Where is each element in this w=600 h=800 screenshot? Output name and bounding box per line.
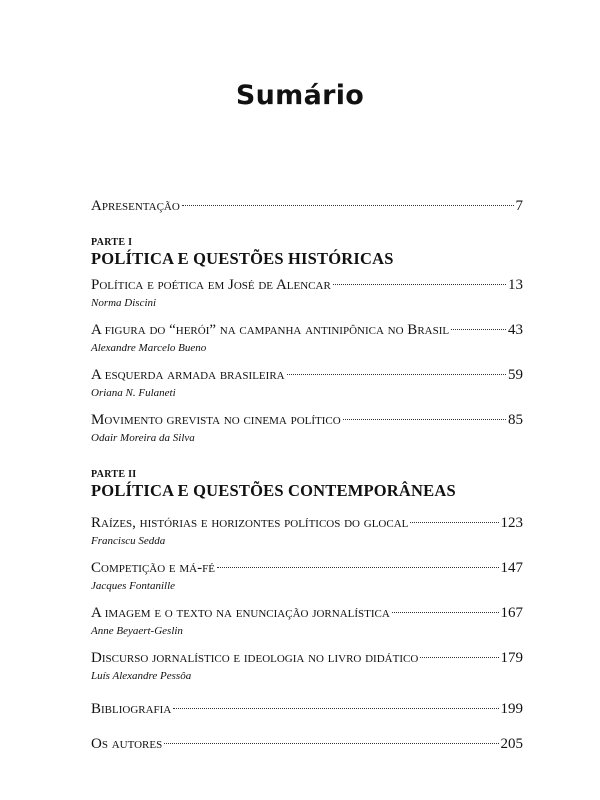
toc-page-number: 59	[508, 367, 523, 383]
toc-part-2	[91, 469, 523, 683]
leader-dots	[343, 419, 506, 420]
toc-entry-bibliografia[interactable]	[91, 699, 523, 719]
toc-entry-apresentacao[interactable]	[91, 196, 523, 216]
toc-entry[interactable]	[91, 320, 523, 355]
toc-page-number: 7	[515, 198, 523, 214]
toc-entry-title: Discurso jornalístico e ideologia no livro didático	[91, 650, 419, 666]
leader-dots	[410, 522, 498, 523]
leader-dots	[333, 284, 506, 285]
leader-dots	[164, 743, 498, 744]
toc-entry-title: A figura do “herói” na campanha antinipônica no Brasil	[91, 322, 450, 338]
toc-entry-title: Raízes, histórias e horizontes políticos do glocal	[91, 515, 409, 531]
toc-page-number: 167	[500, 605, 523, 621]
toc-part-1	[91, 237, 523, 445]
leader-dots	[287, 374, 506, 375]
toc-entry-title: Apresentação	[91, 198, 180, 214]
toc-entry[interactable]	[91, 603, 523, 638]
toc-entry-author: Luís Alexandre Pessôa	[91, 670, 192, 682]
toc-page-number: 147	[500, 560, 523, 576]
part-title: POLÍTICA E QUESTÕES CONTEMPORÂNEAS	[91, 481, 456, 500]
toc-page-number: 43	[508, 322, 523, 338]
toc-entry-author: Odair Moreira da Silva	[91, 432, 195, 444]
part-label: PARTE I	[91, 237, 133, 248]
leader-dots	[451, 329, 506, 330]
toc-page-number: 123	[500, 515, 523, 531]
leader-dots	[217, 567, 499, 568]
toc-page-number: 179	[500, 650, 523, 666]
toc-entry[interactable]	[91, 558, 523, 593]
toc-page-number: 205	[500, 736, 523, 752]
page-title: Sumário	[235, 80, 365, 111]
toc-entry-author: Oriana N. Fulaneti	[91, 387, 176, 399]
toc-entry-author: Anne Beyaert-Geslin	[91, 625, 183, 637]
toc-entry-title: Movimento grevista no cinema político	[91, 412, 341, 428]
toc-entry-title: A esquerda armada brasileira	[91, 367, 285, 383]
table-of-contents	[91, 196, 523, 754]
toc-entry[interactable]	[91, 365, 523, 400]
toc-entry-title: Competição e má-fé	[91, 560, 215, 576]
toc-entry-title: Os autores	[91, 736, 163, 752]
toc-page-number: 13	[508, 277, 523, 293]
toc-entry[interactable]	[91, 513, 523, 548]
toc-entry[interactable]	[91, 275, 523, 310]
toc-entry-author: Franciscu Sedda	[91, 535, 166, 547]
toc-page-number: 85	[508, 412, 523, 428]
toc-entry-author: Alexandre Marcelo Bueno	[91, 342, 207, 354]
toc-entry[interactable]	[91, 648, 523, 683]
part-title: POLÍTICA E QUESTÕES HISTÓRICAS	[91, 249, 394, 268]
toc-page-number: 199	[500, 701, 523, 717]
leader-dots	[392, 612, 499, 613]
toc-entry-autores[interactable]	[91, 734, 523, 754]
toc-entry-title: Política e poética em José de Alencar	[91, 277, 331, 293]
leader-dots	[173, 708, 498, 709]
toc-entry-title: Bibliografia	[91, 701, 172, 717]
part-label: PARTE II	[91, 469, 137, 480]
toc-entry[interactable]	[91, 410, 523, 445]
leader-dots	[420, 657, 498, 658]
toc-entry-author: Jacques Fontanille	[91, 580, 176, 592]
leader-dots	[182, 205, 514, 206]
toc-entry-author: Norma Discini	[91, 297, 157, 309]
toc-entry-title: A imagem e o texto na enunciação jornalística	[91, 605, 390, 621]
